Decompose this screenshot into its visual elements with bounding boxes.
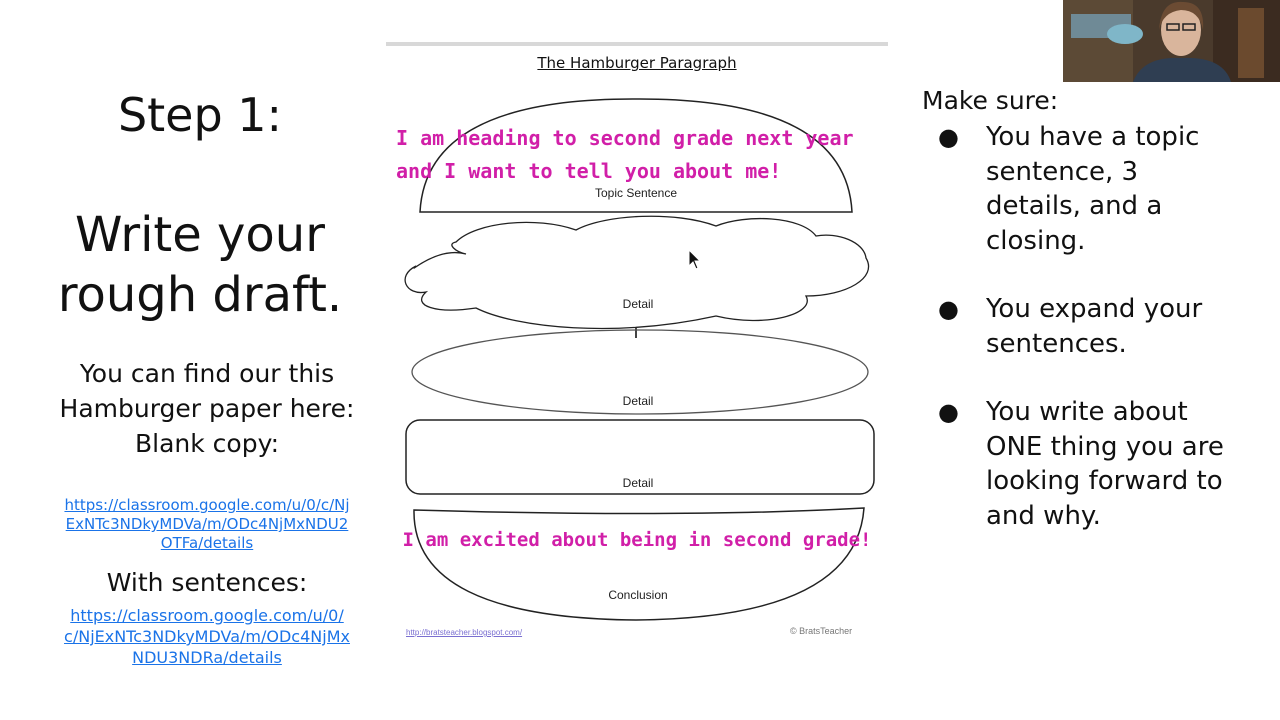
detail1-label: Detail xyxy=(622,297,654,311)
step-title: Step 1: xyxy=(117,88,283,142)
checklist-item-text: You expand your sentences. xyxy=(986,294,1203,359)
make-sure-heading: Make sure: xyxy=(922,86,1059,115)
bullet-dot-icon: ● xyxy=(938,123,959,151)
blank-copy-link[interactable]: https://classroom.google.com/u/0/c/NjExNTc3NDkyMDVa/m/ODc4NjMxNDU2OTFa/details xyxy=(64,496,350,552)
webcam-image xyxy=(1063,0,1280,82)
conclusion-sentence-text: I am excited about being in second grade! xyxy=(402,529,872,551)
detail1-cloud-shape xyxy=(405,216,868,328)
blank-copy-label: Blank copy: xyxy=(135,429,279,458)
worksheet-title: The Hamburger Paragraph xyxy=(537,54,737,72)
with-sentences-link[interactable]: https://classroom.google.com/u/0/c/NjExNTc3NDkyMDVa/m/ODc4NjMxNDU3NDRa/details xyxy=(64,606,350,667)
find-paper-text xyxy=(40,356,374,461)
instruction-text: Write your rough draft. xyxy=(57,207,343,323)
detail3-label: Detail xyxy=(622,476,654,490)
bullet-dot-icon: ● xyxy=(938,295,959,323)
checklist-item xyxy=(930,292,1230,361)
worksheet-footer-brand: © BratsTeacher xyxy=(790,626,853,636)
webcam-video xyxy=(1063,0,1280,82)
checklist-item xyxy=(930,120,1230,258)
worksheet-footer-url[interactable]: http://bratsteacher.blogspot.com/ xyxy=(406,628,523,637)
conclusion-label: Conclusion xyxy=(608,588,668,602)
bullet-dot-icon: ● xyxy=(938,398,959,426)
find-paper-sentence: You can find our this Hamburger paper here: xyxy=(59,359,355,423)
mouse-pointer-icon xyxy=(688,249,702,271)
with-sentences-label: With sentences: xyxy=(106,568,308,597)
topic-sentence-text: I am heading to second grade next year and I want to tell you about me! xyxy=(396,126,854,183)
checklist-item-text: You have a topic sentence, 3 details, and a closing. xyxy=(986,122,1200,256)
detail2-label: Detail xyxy=(622,394,654,408)
hamburger-worksheet xyxy=(386,42,888,646)
topic-sentence-label: Topic Sentence xyxy=(594,186,678,200)
checklist-item xyxy=(930,395,1230,533)
checklist xyxy=(930,120,1230,567)
checklist-item-text: You write about ONE thing you are looking forward to and why. xyxy=(986,397,1224,531)
